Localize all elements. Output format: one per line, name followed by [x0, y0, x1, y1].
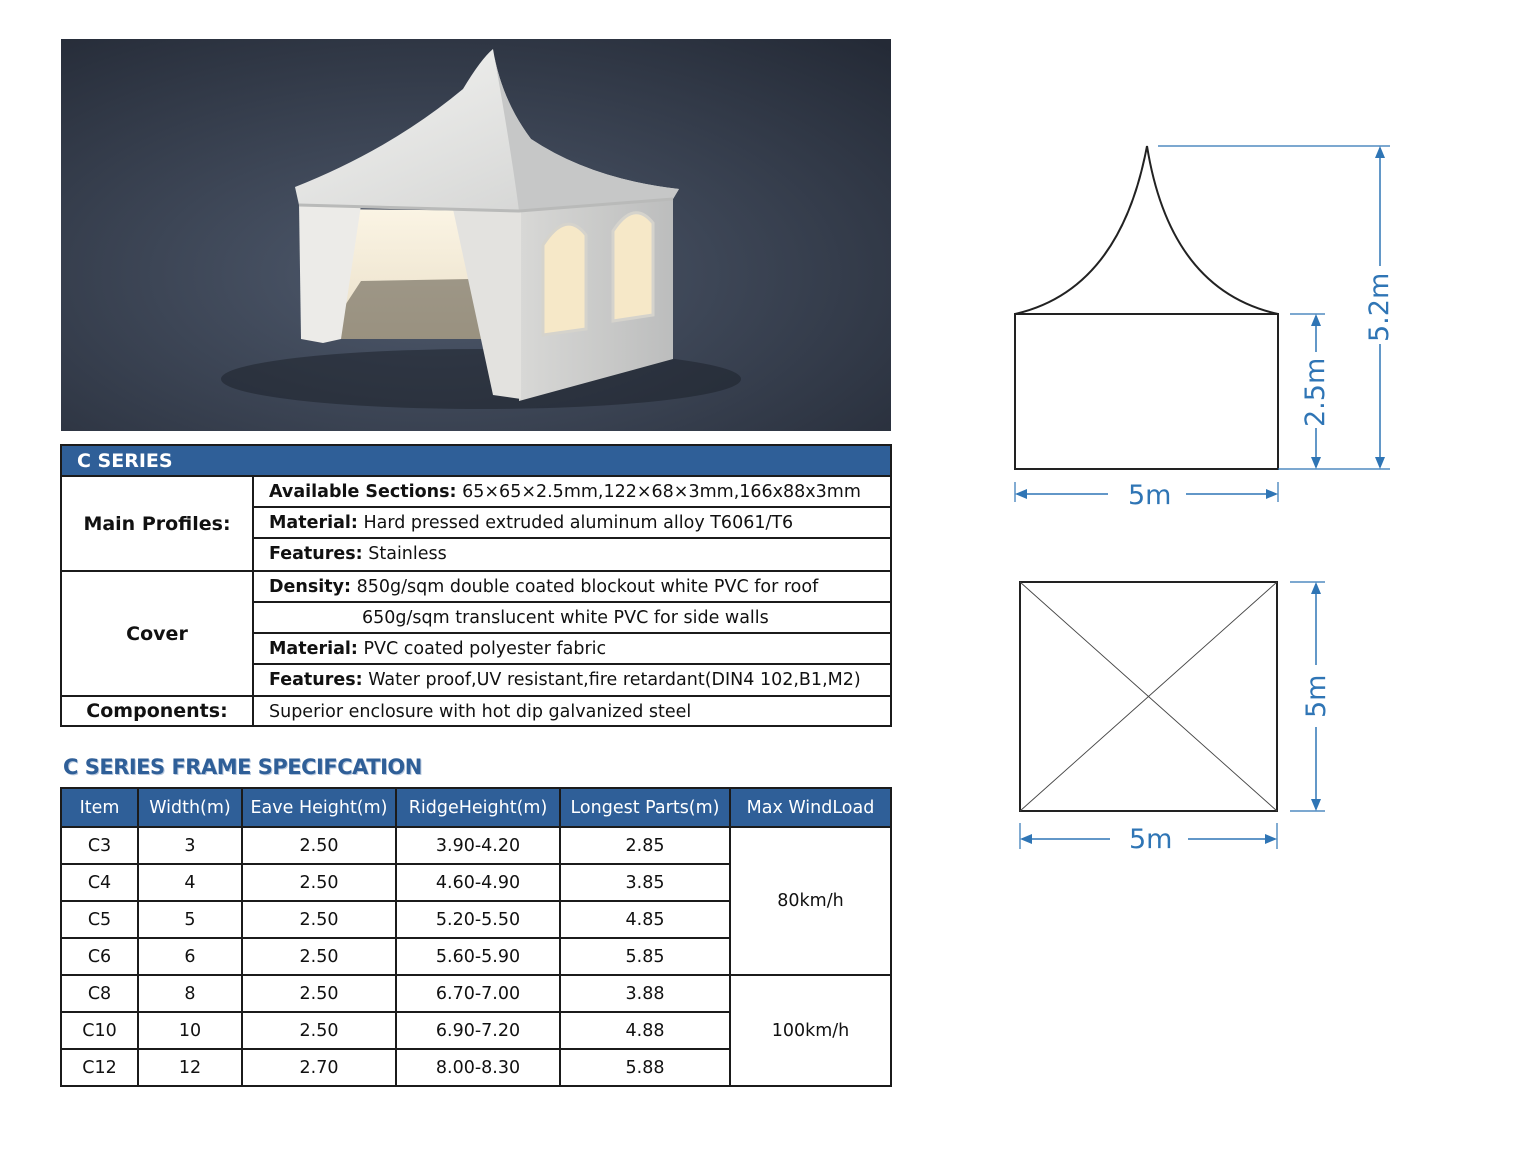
header-item: Item — [61, 788, 138, 827]
windload-cell: 100km/h — [730, 975, 891, 1086]
table-row: C3 3 2.50 3.90-4.20 2.85 80km/h — [61, 827, 891, 864]
table-row: C12 12 2.70 8.00-8.30 5.88 — [61, 1049, 891, 1086]
spec-row: 650g/sqm translucent white PVC for side walls — [254, 603, 890, 634]
spec-row: Features: Stainless — [254, 539, 890, 572]
spec-row: Density: 850g/sqm double coated blockout white PVC for roof — [254, 572, 890, 603]
table-row: C8 8 2.50 6.70-7.00 3.88 100km/h — [61, 975, 891, 1012]
spec-title: C SERIES — [77, 450, 173, 472]
table-row: C10 10 2.50 6.90-7.20 4.88 — [61, 1012, 891, 1049]
frame-spec-title: C SERIES FRAME SPECIFCATION — [63, 755, 422, 779]
ridge-height-label: 5.2m — [1364, 272, 1395, 342]
header-max-windload: Max WindLoad — [730, 788, 891, 827]
frame-spec-table — [60, 787, 892, 1087]
category-main-profiles: Main Profiles: — [62, 477, 254, 572]
elevation-width-label: 5m — [1128, 480, 1172, 511]
header-width: Width(m) — [138, 788, 242, 827]
category-components: Components: — [62, 697, 254, 725]
table-row: C6 6 2.50 5.60-5.90 5.85 — [61, 938, 891, 975]
table-row: C4 4 2.50 4.60-4.90 3.85 — [61, 864, 891, 901]
header-ridge-height: RidgeHeight(m) — [396, 788, 560, 827]
spec-header — [62, 446, 890, 477]
spec-row: Features: Water proof,UV resistant,fire retardant(DIN4 102,B1,M2) — [254, 665, 890, 697]
eave-height-label: 2.5m — [1300, 357, 1331, 427]
table-row: C5 5 2.50 5.20-5.50 4.85 — [61, 901, 891, 938]
header-longest-parts: Longest Parts(m) — [560, 788, 730, 827]
spec-table — [60, 444, 892, 727]
spec-row: Superior enclosure with hot dip galvanized steel — [269, 702, 692, 722]
spec-row: Available Sections: 65×65×2.5mm,122×68×3mm,166x88x3mm — [254, 477, 890, 508]
plan-width-label: 5m — [1129, 824, 1173, 855]
plan-depth-label: 5m — [1301, 674, 1332, 718]
plan-drawing — [1000, 565, 1400, 865]
windload-cell: 80km/h — [730, 827, 891, 975]
tent-render-image — [61, 39, 891, 431]
spec-row: Material: Hard pressed extruded aluminum alloy T6061/T6 — [254, 508, 890, 539]
elevation-drawing — [1000, 130, 1400, 515]
header-eave-height: Eave Height(m) — [242, 788, 396, 827]
frame-header-row — [61, 788, 891, 827]
tent-outline — [1015, 146, 1278, 314]
category-cover: Cover — [62, 572, 254, 697]
spec-row: Material: PVC coated polyester fabric — [254, 634, 890, 665]
